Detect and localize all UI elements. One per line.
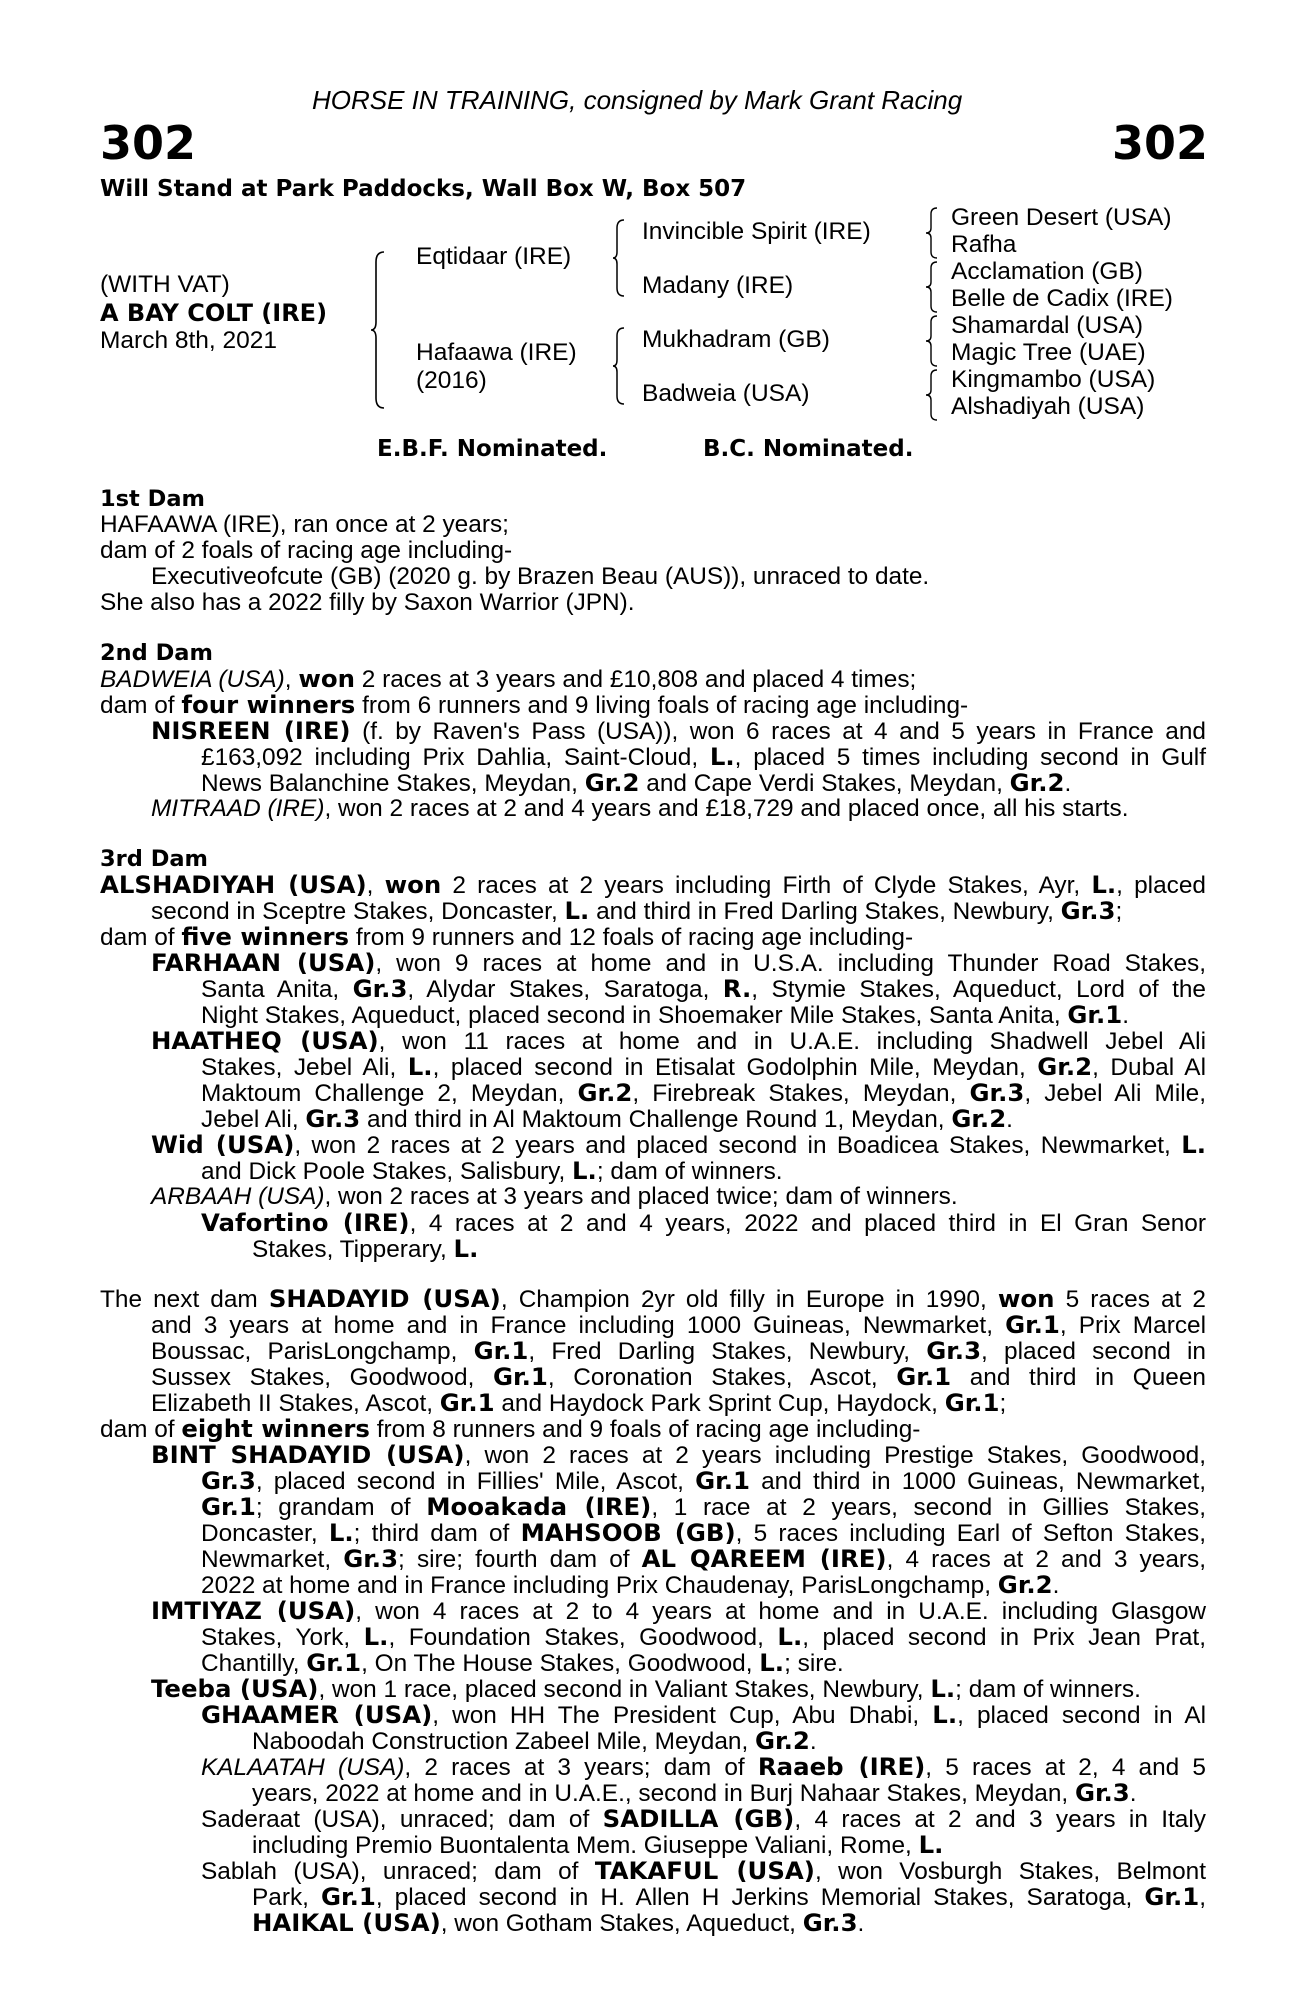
horse-name: A BAY COLT (IRE) [100, 299, 328, 327]
text-line: MITRAAD (IRE), won 2 races at 2 and 4 years and £18,729 and placed once, all his starts. [151, 795, 1129, 822]
ebf-nomination: E.B.F. Nominated. [377, 436, 608, 462]
text-line: Jebel Ali, Gr.3 and third in Al Maktoum Challenge Round 1, Meydan, Gr.2. [201, 1104, 1013, 1133]
text-line: Sablah (USA), unraced; dam of TAKAFUL (USA), won Vosburgh Stakes, Belmont [201, 1856, 1206, 1885]
text-line: She also has a 2022 filly by Saxon Warrior (JPN). [100, 589, 635, 616]
dam-sire: Mukhadram (GB) [642, 326, 830, 353]
text-line: KALAATAH (USA), 2 races at 3 years; dam of Raaeb (IRE), 5 races at 2, 4 and 5 [201, 1752, 1206, 1781]
text-line: dam of 2 foals of racing age including- [100, 537, 513, 564]
gen3-8: Alshadiyah (USA) [951, 393, 1145, 420]
lot-number-left: 302 [100, 116, 197, 170]
brace-g4 [925, 368, 941, 424]
text-line: Sussex Stakes, Goodwood, Gr.1, Coronation Stakes, Ascot, Gr.1 and third in Queen [151, 1362, 1206, 1391]
text-line: Stakes, York, L., Foundation Stakes, Goodwood, L., placed second in Prix Jean Prat, [201, 1622, 1206, 1651]
text-line: including Premio Buontalenta Mem. Giuseppe Valiani, Rome, L. [252, 1830, 944, 1859]
sire-dam: Madany (IRE) [642, 272, 794, 299]
section-heading: 1st Dam [100, 486, 205, 512]
text-line: BADWEIA (USA), won 2 races at 3 years and £10,808 and placed 4 times; [100, 664, 917, 693]
text-line: Santa Anita, Gr.3, Alydar Stakes, Saratoga, R., Stymie Stakes, Aqueduct, Lord of the [201, 974, 1206, 1003]
section-heading: 3rd Dam [100, 846, 208, 872]
brace-g1 [925, 206, 941, 262]
sire-name: Eqtidaar (IRE) [416, 243, 572, 270]
text-line: Doncaster, L.; third dam of MAHSOOB (GB), 5 races including Earl of Sefton Stakes, [201, 1518, 1206, 1547]
text-line: Stakes, Tipperary, L. [252, 1234, 479, 1263]
main-brace [370, 250, 390, 410]
text-line: dam of four winners from 6 runners and 9 living foals of racing age including- [100, 690, 969, 719]
text-line: GHAAMER (USA), won HH The President Cup, Abu Dhabi, L., placed second in Al [201, 1700, 1207, 1729]
text-line: FARHAAN (USA), won 9 races at home and in U.S.A. including Thunder Road Stakes, [151, 948, 1207, 977]
gen3-2: Rafha [951, 231, 1017, 258]
sire-sire: Invincible Spirit (IRE) [642, 218, 871, 245]
text-line: Newmarket, Gr.3; sire; fourth dam of AL QAREEM (IRE), 4 races at 2 and 3 years, [201, 1544, 1206, 1573]
text-line: Executiveofcute (GB) (2020 g. by Brazen Beau (AUS)), unraced to date. [151, 563, 930, 590]
text-line: Vafortino (IRE), 4 races at 2 and 4 years, 2022 and placed third in El Gran Senor [201, 1208, 1206, 1237]
foaling-date: March 8th, 2021 [100, 327, 278, 354]
gen3-6: Magic Tree (UAE) [951, 339, 1146, 366]
text-line: News Balanchine Stakes, Meydan, Gr.2 and Cape Verdi Stakes, Meydan, Gr.2. [201, 768, 1072, 797]
dam-dam: Badweia (USA) [642, 380, 810, 407]
bc-nomination: B.C. Nominated. [703, 436, 914, 462]
text-line: and Dick Poole Stakes, Salisbury, L.; dam of winners. [201, 1156, 783, 1185]
vat-note: (WITH VAT) [100, 271, 230, 298]
text-line: Elizabeth II Stakes, Ascot, Gr.1 and Haydock Park Sprint Cup, Haydock, Gr.1; [151, 1388, 1007, 1417]
text-line: Maktoum Challenge 2, Meydan, Gr.2, Firebreak Stakes, Meydan, Gr.3, Jebel Ali Mile, [201, 1078, 1207, 1107]
section-heading: 2nd Dam [100, 640, 213, 666]
text-line: 2022 at home and in France including Prix Chaudenay, ParisLongchamp, Gr.2. [201, 1570, 1060, 1599]
text-line: Stakes, Jebel Ali, L., placed second in Etisalat Godolphin Mile, Meydan, Gr.2, Dubal Al [201, 1052, 1206, 1081]
dam-name: Hafaawa (IRE) [416, 339, 577, 366]
brace-g3 [925, 314, 941, 370]
gen3-4: Belle de Cadix (IRE) [951, 285, 1173, 312]
text-line: second in Sceptre Stakes, Doncaster, L. and third in Fred Darling Stakes, Newbury, Gr.3; [151, 896, 1123, 925]
text-line: Teeba (USA), won 1 race, placed second in Valiant Stakes, Newbury, L.; dam of winners. [151, 1674, 1141, 1703]
text-line: and 3 years at home and in France including 1000 Guineas, Newmarket, Gr.1, Prix Marcel [151, 1310, 1206, 1339]
text-line: dam of eight winners from 8 runners and 9 foals of racing age including- [100, 1414, 921, 1443]
brace-g2 [925, 260, 941, 316]
text-line: HAIKAL (USA), won Gotham Stakes, Aqueduct, Gr.3. [252, 1908, 865, 1937]
text-line: Night Stakes, Aqueduct, placed second in Shoemaker Mile Stakes, Santa Anita, Gr.1. [201, 1000, 1129, 1029]
text-line: The next dam SHADAYID (USA), Champion 2yr old filly in Europe in 1990, won 5 races at 2 [100, 1284, 1206, 1313]
gen3-7: Kingmambo (USA) [951, 366, 1156, 393]
text-line: Park, Gr.1, placed second in H. Allen H Jerkins Memorial Stakes, Saratoga, Gr.1, [252, 1882, 1206, 1911]
lot-number-right: 302 [1111, 116, 1208, 170]
text-line: years, 2022 at home and in U.A.E., second in Burj Nahaar Stakes, Meydan, Gr.3. [252, 1778, 1137, 1807]
sire-brace [612, 218, 630, 298]
text-line: £163,092 including Prix Dahlia, Saint-Cloud, L., placed 5 times including second in Gulf [201, 742, 1206, 771]
text-line: Chantilly, Gr.1, On The House Stakes, Goodwood, L.; sire. [201, 1648, 844, 1677]
text-line: ALSHADIYAH (USA), won 2 races at 2 years including Firth of Clyde Stakes, Ayr, L., placed [100, 870, 1206, 899]
stand-location: Will Stand at Park Paddocks, Wall Box W, Box 507 [100, 176, 747, 202]
text-line: HAATHEQ (USA), won 11 races at home and in U.A.E. including Shadwell Jebel Ali [151, 1026, 1206, 1055]
gen3-1: Green Desert (USA) [951, 204, 1172, 231]
text-line: HAFAAWA (IRE), ran once at 2 years; [100, 511, 509, 538]
text-line: Wid (USA), won 2 races at 2 years and placed second in Boadicea Stakes, Newmarket, L. [151, 1130, 1206, 1159]
text-line: dam of five winners from 9 runners and 12 foals of racing age including- [100, 922, 914, 951]
text-line: Naboodah Construction Zabeel Mile, Meydan, Gr.2. [252, 1726, 817, 1755]
text-line: NISREEN (IRE) (f. by Raven's Pass (USA)), won 6 races at 4 and 5 years in France and [151, 716, 1207, 745]
text-line: BINT SHADAYID (USA), won 2 races at 2 years including Prestige Stakes, Goodwood, [151, 1440, 1206, 1469]
text-line: Gr.1; grandam of Mooakada (IRE), 1 race at 2 years, second in Gillies Stakes, [201, 1492, 1206, 1521]
dam-brace [612, 326, 630, 406]
text-line: Boussac, ParisLongchamp, Gr.1, Fred Darling Stakes, Newbury, Gr.3, placed second in [151, 1336, 1206, 1365]
text-line: Gr.3, placed second in Fillies' Mile, Ascot, Gr.1 and third in 1000 Guineas, Newmarket, [201, 1466, 1207, 1495]
text-line: IMTIYAZ (USA), won 4 races at 2 to 4 years at home and in U.A.E. including Glasgow [151, 1596, 1206, 1625]
dam-year: (2016) [416, 367, 487, 394]
gen3-3: Acclamation (GB) [951, 258, 1143, 285]
text-line: Saderaat (USA), unraced; dam of SADILLA (GB), 4 races at 2 and 3 years in Italy [201, 1804, 1206, 1833]
text-line: ARBAAH (USA), won 2 races at 3 years and placed twice; dam of winners. [151, 1183, 958, 1210]
gen3-5: Shamardal (USA) [951, 312, 1143, 339]
catalogue-header: HORSE IN TRAINING, consigned by Mark Grant Racing [312, 85, 963, 115]
